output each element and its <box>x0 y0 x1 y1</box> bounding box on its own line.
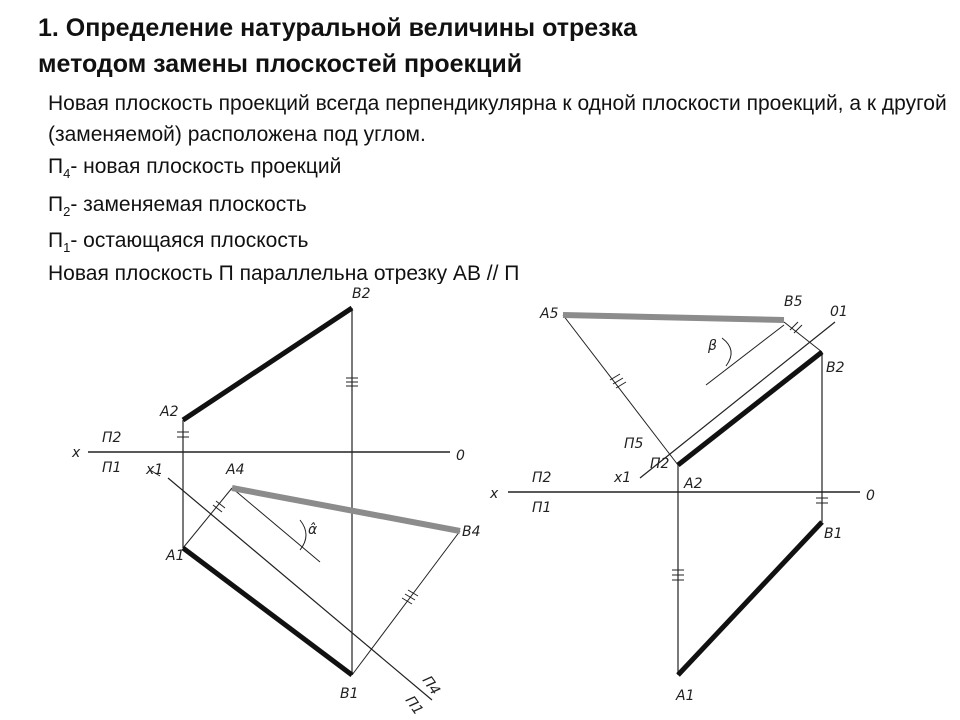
def-symbol: П <box>48 229 64 252</box>
label-pi2-right: П2 <box>532 470 552 486</box>
label-pi2-left: П2 <box>102 430 122 446</box>
label-b5: B5 <box>784 294 803 310</box>
label-x1-right: x1 <box>614 470 632 486</box>
label-pi1-rot: П1 <box>401 693 426 719</box>
segment-a2b2-left <box>183 308 352 420</box>
left-ticks <box>150 378 418 604</box>
segment-a5b5 <box>563 315 784 320</box>
intro-text: Новая плоскость проекций всегда перпендикулярна к одной плоскости проекций, а к другой (заменяемой) расположена под углом. <box>48 92 947 146</box>
label-pi1-left: П1 <box>102 460 122 476</box>
label-b2-left: B2 <box>352 286 371 302</box>
segment-a4b4 <box>232 488 460 531</box>
left-x1-axis <box>168 478 432 700</box>
right-figure <box>508 315 860 675</box>
partial-line-clipped: Новая плоскость П параллельна отрезку АВ // П <box>48 262 520 284</box>
label-a4: A4 <box>226 462 245 478</box>
right-x1-axis <box>640 322 835 478</box>
label-a1-left: A1 <box>166 548 185 564</box>
left-perp-b <box>352 531 460 675</box>
label-a2-left: A2 <box>160 404 179 420</box>
title-line-2: методом замены плоскостей проекций <box>38 50 523 78</box>
label-o-right: 0 <box>866 488 875 504</box>
def-text: - заменяемая плоскость <box>70 193 307 216</box>
label-b2-right: B2 <box>826 360 845 376</box>
label-b4: B4 <box>462 524 481 540</box>
def-subscript: 4 <box>63 166 71 182</box>
left-labels <box>71 286 481 718</box>
label-a1-right: A1 <box>676 688 695 704</box>
def-symbol: П <box>48 193 64 216</box>
left-figure <box>88 308 460 700</box>
label-pi1-right: П1 <box>532 500 552 516</box>
title-line-1: 1. Определение натуральной величины отрезка <box>38 14 637 42</box>
def-subscript: 2 <box>63 204 71 220</box>
right-perp-a <box>563 315 678 465</box>
label-o-left: 0 <box>456 448 465 464</box>
label-a2-right: A2 <box>684 476 703 492</box>
def-text: - новая плоскость проекций <box>70 155 342 178</box>
label-o1: 01 <box>830 304 848 320</box>
segment-a1b1-right <box>678 522 822 675</box>
label-beta: β <box>708 338 717 354</box>
segment-a2b2-right <box>678 352 822 465</box>
label-a5: A5 <box>540 306 559 322</box>
right-angle-arc <box>722 338 731 366</box>
right-angle-line <box>706 325 784 385</box>
label-x-right: x <box>490 486 499 502</box>
label-pi4: П4 <box>418 673 443 699</box>
def-subscript: 1 <box>63 240 71 256</box>
label-x-left: x <box>72 445 81 461</box>
def-text: - остающаяся плоскость <box>70 229 309 252</box>
label-b1-right: B1 <box>824 526 843 542</box>
label-b1-left: B1 <box>340 686 359 702</box>
label-pi5: П5 <box>624 436 644 452</box>
label-pi2-rot: П2 <box>650 456 670 472</box>
label-x1-left: x1 <box>146 462 164 478</box>
label-alpha: α̂ <box>308 522 318 538</box>
def-symbol: П <box>48 155 64 178</box>
